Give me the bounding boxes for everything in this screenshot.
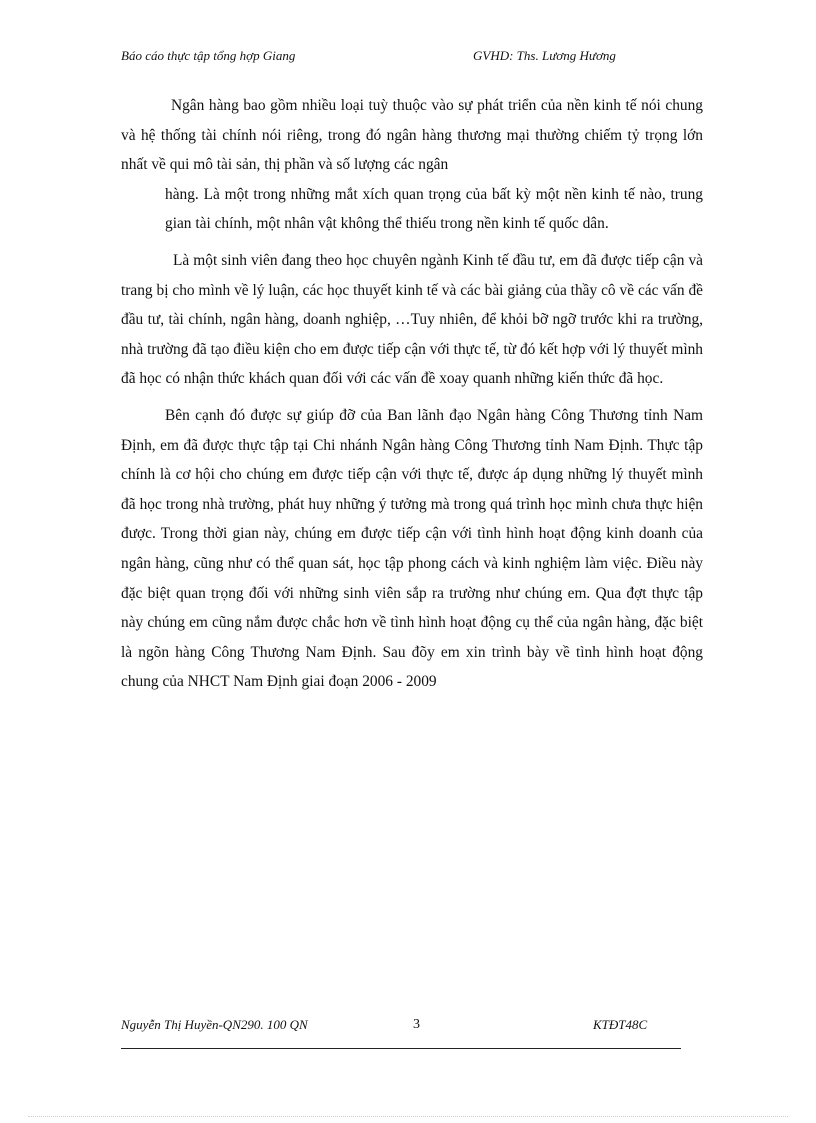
paragraph-1-part-1: Ngân hàng bao gồm nhiều loại tuỳ thuộc vào sự phát triển của nền kinh tế nói chung và hệ thống tài chính nói riêng, trong đó ngân hàng thương mại thường chiếm tỷ trọng lớn nhất về qui mô tài sản, thị phần và số lượng các ngân [121, 97, 703, 174]
footer-divider [121, 1048, 681, 1049]
paragraph-1-part-2: hàng. Là một trong những mắt xích quan trọng của bất kỳ một nền kinh tế nào, trung gian tài chính, một nhân vật không thể thiếu trong nền kinh tế quốc dân. [165, 185, 703, 233]
page-break-line [28, 1116, 788, 1117]
page-number: 3 [413, 1017, 420, 1032]
body-text [121, 91, 703, 704]
footer-author: Nguyễn Thị Huyền-QN290. 100 QN [121, 1017, 308, 1032]
paragraph-2: Là một sinh viên đang theo học chuyên ngành Kinh tế đầu tư, em đã được tiếp cận và trang bị cho mình về lý luận, các học thuyết kinh tế và các bài giảng của thầy cô về các vấn đề đầu tư, tài chính, ngân hàng, doanh nghiệp, …Tuy nhiên, để khỏi bỡ ngỡ trước khi ra trường, nhà trường đã tạo điều kiện cho em được tiếp cận với thực tế, từ đó kết hợp với lý thuyết mình đã học có nhận thức khách quan đối với các vấn đề xoay quanh những kiến thức đã học. [121, 251, 703, 388]
header-report-title: Báo cáo thực tập tổng hợp Giang [121, 48, 296, 63]
paragraph-1 [121, 91, 703, 239]
paragraph-3: Bên cạnh đó được sự giúp đỡ của Ban lãnh đạo Ngân hàng Công Thương tỉnh Nam Định, em đã được thực tập tại Chi nhánh Ngân hàng Công Thương tỉnh Nam Định. Thực tập chính là cơ hội cho chúng em được tiếp cận với thực tế, được áp dụng những lý thuyết mình đã học trong nhà trường, phát huy những ý tưởng mà trong quá trình học mình chưa thực hiện được. Trong thời gian này, chúng em được tiếp cận với tình hình hoạt động kinh doanh của ngân hàng, cũng như có thể quan sát, học tập phong cách và kinh nghiệm làm việc. Điều này đặc biệt quan trọng đối với những sinh viên sắp ra trường như chúng em. Qua đợt thực tập này chúng em cũng nắm được chắc hơn về tình hình hoạt động cụ thể của ngân hàng, đặc biệt là ngõn hàng Công Thương Nam Định. Sau đõy em xin trình bày về tình hình hoạt động chung của NHCT Nam Định giai đoạn 2006 - 2009 [121, 406, 703, 691]
header-supervisor: GVHD: Ths. Lương Hương [473, 48, 616, 63]
footer-class: KTĐT48C [593, 1017, 648, 1032]
